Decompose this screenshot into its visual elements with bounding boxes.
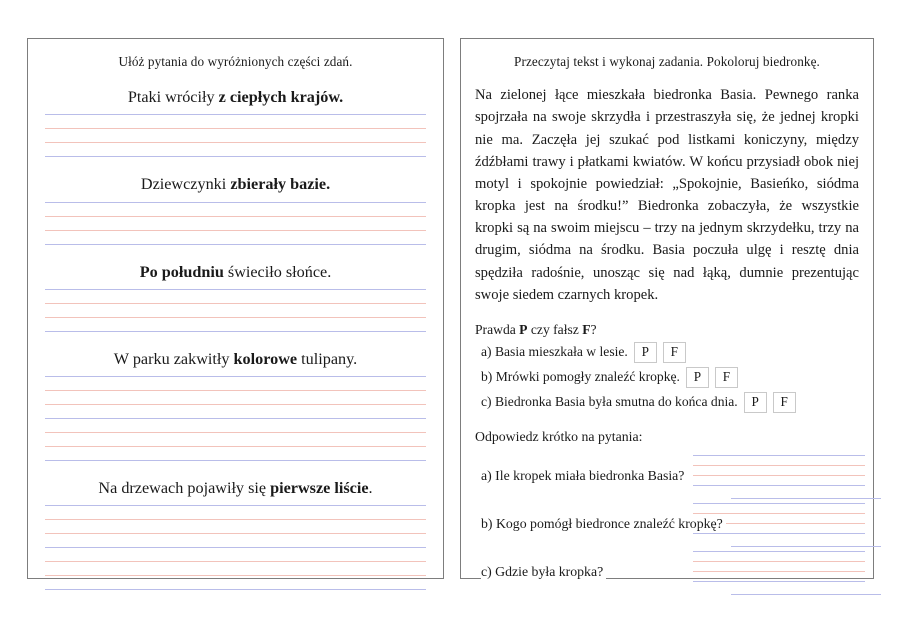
writing-lines[interactable] <box>45 505 426 590</box>
writing-line-blue <box>45 156 426 157</box>
exercise-item <box>28 262 443 332</box>
writing-line-blue <box>693 485 865 486</box>
writing-line-pink <box>693 571 865 572</box>
true-false-heading <box>475 322 873 338</box>
sentence-plain-text: . <box>368 479 373 498</box>
right-reading-panel <box>460 38 874 579</box>
sentence-highlighted-part: kolorowe <box>233 349 298 368</box>
tf-heading-part2: czy fałsz <box>527 321 583 337</box>
writing-line-blue <box>45 418 426 419</box>
answer-box-false[interactable]: F <box>773 392 796 413</box>
writing-line-blue <box>693 533 865 534</box>
true-false-list <box>461 342 873 413</box>
exercise-sentence <box>28 478 443 498</box>
writing-line-pink <box>45 216 426 217</box>
exercise-item <box>28 87 443 157</box>
sentence-plain-text: W parku zakwitły <box>113 349 234 368</box>
left-exercise-panel <box>27 38 444 579</box>
short-answer-question: b) Kogo pomógł biedronce znaleźć kropkę? <box>481 516 726 532</box>
short-answer-item <box>481 507 873 541</box>
sentence-highlighted-part: pierwsze liście <box>270 479 369 498</box>
exercise-sentence <box>28 262 443 282</box>
answer-writing-lines[interactable] <box>693 551 865 582</box>
sentence-highlighted-part: zbierały bazie. <box>230 175 331 194</box>
writing-line-pink <box>693 475 865 476</box>
writing-lines[interactable] <box>45 202 426 245</box>
short-answer-list <box>461 459 873 589</box>
writing-line-blue <box>45 376 426 377</box>
exercise-sentence <box>28 174 443 194</box>
writing-line-blue <box>45 589 426 590</box>
exercise-sentence <box>28 349 443 369</box>
writing-lines[interactable] <box>45 114 426 157</box>
writing-line-blue <box>693 503 865 504</box>
right-panel-instruction: Przeczytaj tekst i wykonaj zadania. Pokoloruj biedronkę. <box>514 54 820 69</box>
answer-box-false[interactable]: F <box>663 342 686 363</box>
short-answer-item <box>481 459 873 493</box>
true-false-choice-group <box>634 342 692 363</box>
tf-heading-bold-f: F <box>582 321 591 337</box>
writing-line-pink <box>45 533 426 534</box>
left-exercise-list <box>28 87 443 590</box>
writing-line-blue <box>45 114 426 115</box>
writing-line-pink <box>693 513 865 514</box>
writing-line-pink <box>45 128 426 129</box>
writing-line-pink <box>45 303 426 304</box>
writing-line-blue <box>45 244 426 245</box>
left-panel-instruction: Ułóż pytania do wyróżnionych części zdań. <box>118 54 353 69</box>
short-answer-item <box>481 555 873 589</box>
sentence-plain-text: świeciło słońce. <box>223 262 332 281</box>
story-text: Na zielonej łące mieszkała biedronka Basia. Pewnego ranka spojrzała na swoje skrzydła i przestraszyła się, że jednej kropki nie ma. Zaczęła jej szukać pod listkami koniczyny, między źdźbłami trawy i płatkami kwiatów. W końcu przysiadł obok niej motyl i spokojnie powiedział: „Spokojnie, Basieńko, siódma kropka jest na środku!” Biedronka zobaczyła, że wszystkie kropki są na swoim miejscu – trzy na jednym skrzydełku, trzy na drugim, siódma na środku. Basia poczuła ulgę i resztę dnia spędziła radośnie, unosząc się nad łąką, dumnie prezentując swoje siedem czarnych kropek. <box>475 87 859 303</box>
tf-heading-part1: Prawda <box>475 321 520 337</box>
true-false-row <box>481 367 873 388</box>
sentence-plain-text: Dziewczynki <box>140 175 231 194</box>
exercise-sentence <box>28 87 443 107</box>
tf-heading-part3: ? <box>590 321 597 337</box>
sentence-highlighted-part: Po południu <box>139 262 224 281</box>
exercise-item <box>28 349 443 461</box>
writing-lines[interactable] <box>45 289 426 332</box>
writing-line-pink <box>45 432 426 433</box>
writing-line-blue <box>45 505 426 506</box>
writing-line-blue <box>45 331 426 332</box>
writing-line-blue <box>45 460 426 461</box>
writing-line-pink <box>45 446 426 447</box>
sentence-plain-text: Na drzewach pojawiły się <box>98 479 271 498</box>
writing-line-blue <box>731 498 881 499</box>
writing-lines[interactable] <box>45 376 426 461</box>
short-answer-question: a) Ile kropek miała biedronka Basia? <box>481 468 687 484</box>
answer-box-false[interactable]: F <box>715 367 738 388</box>
writing-line-blue <box>731 594 881 595</box>
answer-box-true[interactable]: P <box>634 342 657 363</box>
writing-line-blue <box>731 546 881 547</box>
answer-writing-lines[interactable] <box>693 455 865 486</box>
writing-line-pink <box>693 561 865 562</box>
writing-line-blue <box>45 202 426 203</box>
tf-heading-bold-p: P <box>519 321 528 337</box>
writing-line-pink <box>693 465 865 466</box>
true-false-statement: b) Mrówki pomogły znaleźć kropkę. <box>481 369 680 385</box>
writing-line-pink <box>45 404 426 405</box>
sentence-plain-text: tulipany. <box>297 349 358 368</box>
writing-line-blue <box>693 455 865 456</box>
writing-line-blue <box>45 547 426 548</box>
writing-line-pink <box>45 230 426 231</box>
exercise-item <box>28 478 443 590</box>
true-false-choice-group <box>744 392 802 413</box>
true-false-statement: a) Basia mieszkała w lesie. <box>481 344 628 360</box>
writing-line-blue <box>693 581 865 582</box>
writing-line-blue <box>45 289 426 290</box>
sentence-highlighted-part: z ciepłych krajów. <box>218 88 344 107</box>
writing-line-pink <box>45 142 426 143</box>
writing-line-pink <box>45 575 426 576</box>
writing-line-pink <box>45 317 426 318</box>
true-false-row <box>481 342 873 363</box>
writing-line-blue <box>693 551 865 552</box>
true-false-choice-group <box>686 367 744 388</box>
exercise-item <box>28 174 443 244</box>
writing-line-pink <box>45 390 426 391</box>
short-answer-heading: Odpowiedz krótko na pytania: <box>475 428 643 444</box>
short-answer-question: c) Gdzie była kropka? <box>481 564 606 580</box>
writing-line-pink <box>45 519 426 520</box>
true-false-statement: c) Biedronka Basia była smutna do końca dnia. <box>481 394 738 410</box>
writing-line-pink <box>45 561 426 562</box>
true-false-row <box>481 392 873 413</box>
sentence-plain-text: Ptaki wróciły <box>127 88 219 107</box>
answer-box-true[interactable]: P <box>744 392 767 413</box>
answer-box-true[interactable]: P <box>686 367 709 388</box>
